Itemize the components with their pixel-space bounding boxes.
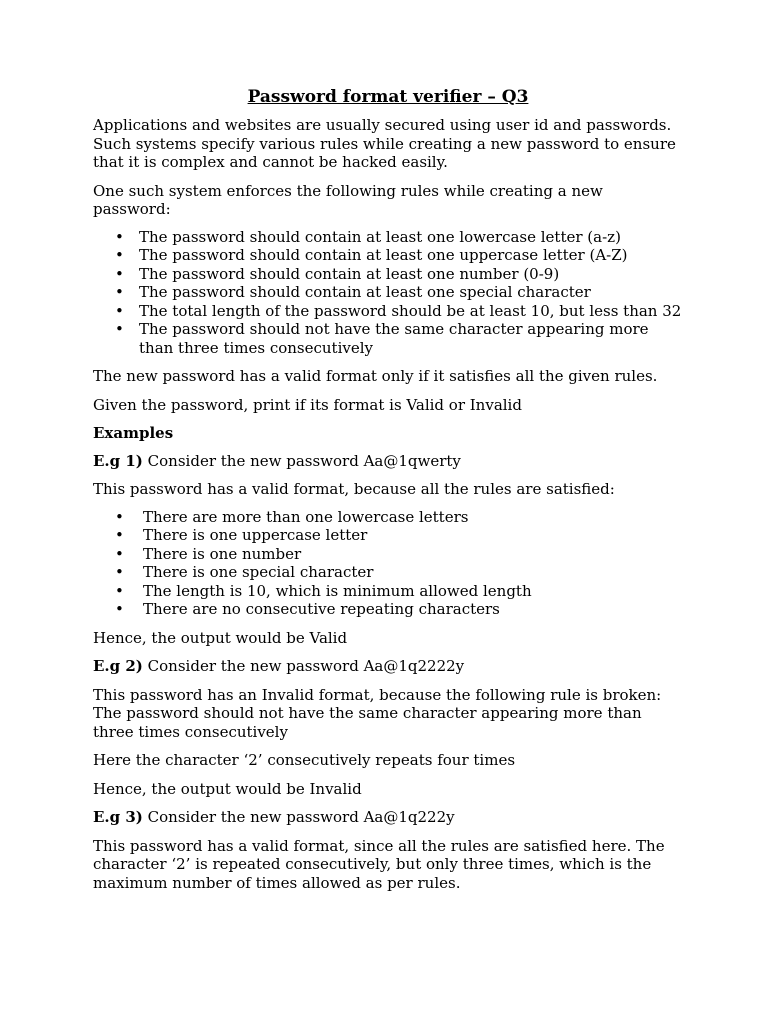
rule-item: • The password should not have the same character appearing more than three times consecutively bbox=[115, 320, 649, 357]
bullet-icon: • bbox=[115, 283, 124, 301]
bullet-icon: • bbox=[115, 507, 124, 526]
bullet-icon: • bbox=[115, 526, 124, 544]
bullet-icon: • bbox=[115, 581, 124, 600]
bullet-icon: • bbox=[115, 227, 124, 246]
rule-item: • The password should contain at least one number (0-9) bbox=[115, 264, 560, 283]
bullet-icon: • bbox=[115, 544, 124, 563]
bullet-icon: • bbox=[115, 600, 124, 618]
example-3-explanation: This password has a valid format, since all the rules are satisfied here. The character ‘2’ is repeated consecutively, but only three times, which is the maximum number of times allowed as per rules. bbox=[93, 836, 665, 892]
bullet-icon: • bbox=[115, 246, 124, 264]
example-2-conclusion: Hence, the output would be Invalid bbox=[93, 779, 362, 798]
check-item: • There is one number bbox=[115, 544, 302, 563]
rules-list bbox=[93, 228, 683, 358]
valid-rule-paragraph: The new password has a valid format only if it satisfies all the given rules. bbox=[93, 367, 658, 385]
rule-item: • The password should contain at least one lowercase letter (a-z) bbox=[115, 227, 621, 246]
check-item: • There are more than one lowercase letters bbox=[115, 507, 469, 526]
example-label: E.g 1) bbox=[93, 451, 143, 470]
intro-paragraph: Applications and websites are usually secured using user id and passwords. Such systems specify various rules while creating a new password to ensure that it is complex and cannot be hacked easily. bbox=[93, 116, 676, 171]
examples-heading: Examples bbox=[93, 424, 174, 442]
document-title: Password format verifier – Q3 bbox=[247, 87, 529, 107]
check-item: • There is one special character bbox=[115, 563, 374, 581]
rule-item: • The password should contain at least one special character bbox=[115, 283, 591, 301]
rule-item: • The total length of the password should be at least 10, but less than 32 bbox=[115, 301, 682, 320]
check-item: • The length is 10, which is minimum allowed length bbox=[115, 581, 532, 600]
example-2-title bbox=[93, 657, 683, 676]
example-label: E.g 3) bbox=[93, 808, 143, 826]
example-1-explanation: This password has a valid format, because all the rules are satisfied: bbox=[93, 480, 615, 498]
example-intro: Consider the new password Aa@1q2222y bbox=[142, 657, 465, 675]
rules-intro-paragraph: One such system enforces the following rules while creating a new password: bbox=[93, 181, 603, 218]
example-intro: Consider the new password Aa@1qwerty bbox=[142, 451, 461, 470]
rule-item: • The password should contain at least one uppercase letter (A-Z) bbox=[115, 246, 628, 264]
bullet-icon: • bbox=[115, 320, 124, 338]
bullet-icon: • bbox=[115, 264, 124, 283]
example-3-title bbox=[93, 808, 683, 827]
document-page bbox=[93, 86, 683, 902]
bullet-icon: • bbox=[115, 563, 124, 581]
check-item: • There is one uppercase letter bbox=[115, 526, 368, 544]
task-paragraph: Given the password, print if its format is Valid or Invalid bbox=[93, 395, 522, 414]
bullet-icon: • bbox=[115, 301, 124, 320]
example-2-detail: Here the character ‘2’ consecutively repeats four times bbox=[93, 751, 516, 769]
example-label: E.g 2) bbox=[93, 657, 143, 675]
example-2-explanation: This password has an Invalid format, because the following rule is broken: The password should not have the same character appearing more than three times consecutively bbox=[93, 685, 662, 741]
example-1-title bbox=[93, 452, 683, 471]
check-item: • There are no consecutive repeating characters bbox=[115, 600, 500, 618]
example-intro: Consider the new password Aa@1q222y bbox=[142, 808, 455, 826]
example-1-conclusion: Hence, the output would be Valid bbox=[93, 628, 348, 647]
example-1-checks bbox=[93, 508, 683, 619]
